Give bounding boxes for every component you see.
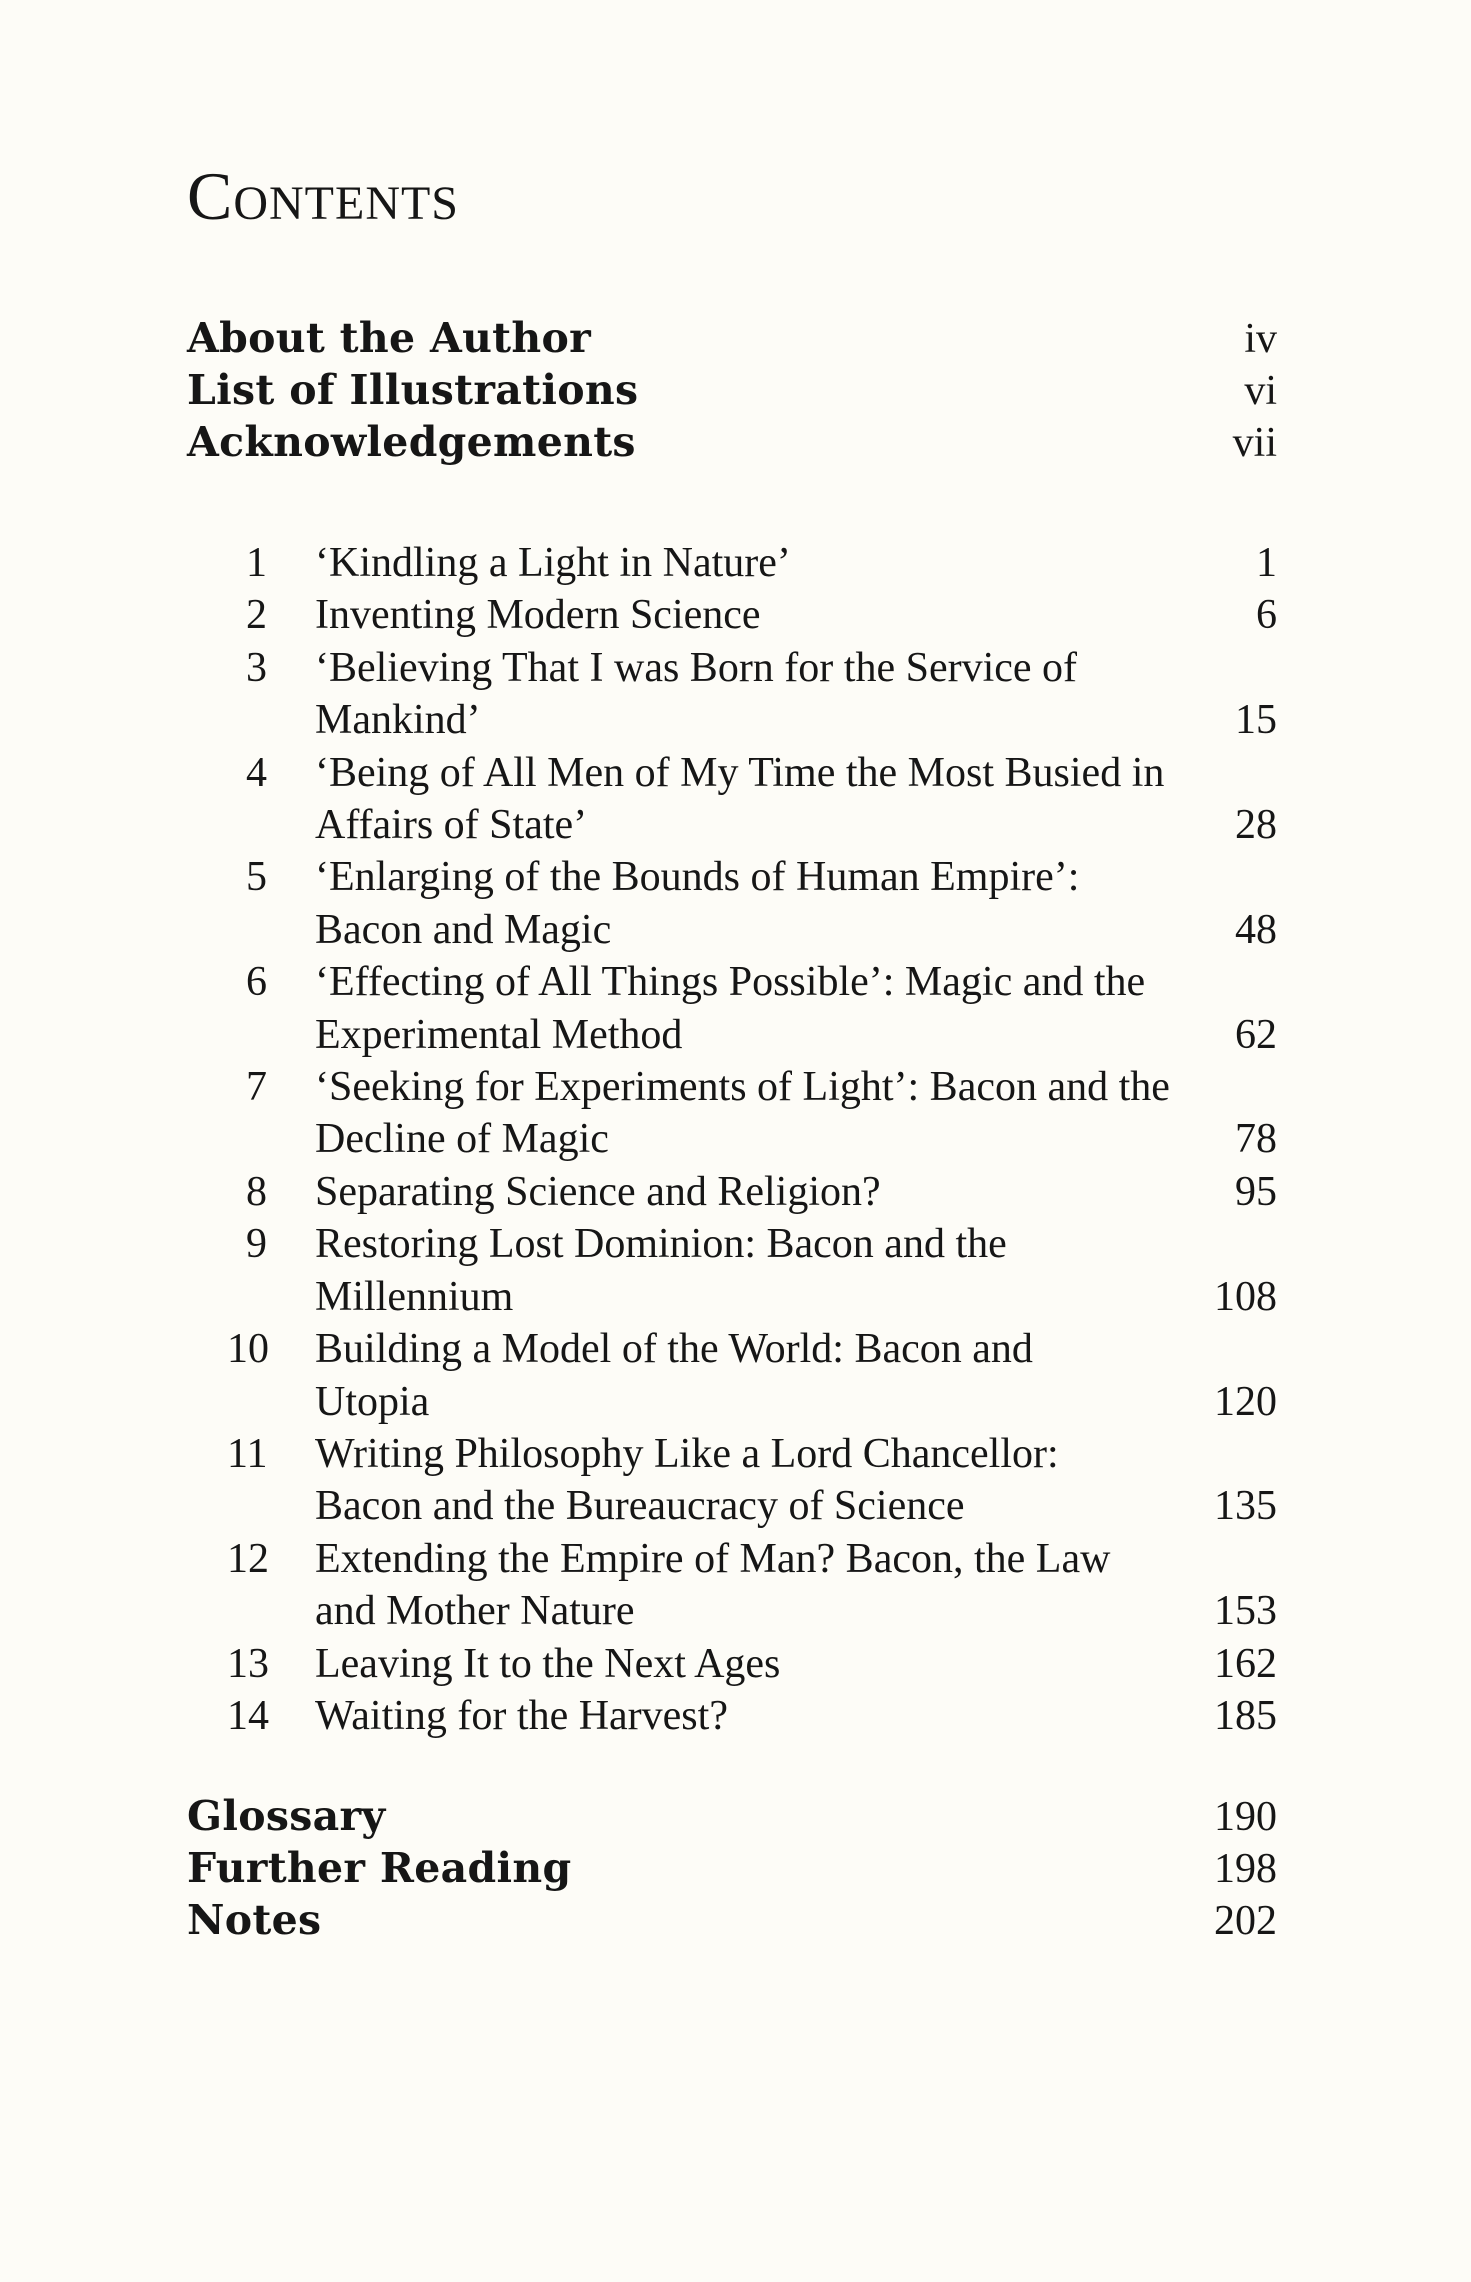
entry-label: Further Reading — [187, 1844, 572, 1892]
entry-label: Glossary — [187, 1792, 386, 1840]
chapter-title-line — [315, 642, 1277, 694]
chapter-title-line — [315, 1638, 1277, 1690]
front-matter-entry — [187, 312, 1277, 364]
chapter-title-line — [315, 537, 1277, 589]
chapter-number: 9 — [246, 1221, 267, 1268]
chapter-entry — [227, 1323, 1277, 1428]
entry-label: Notes — [187, 1896, 322, 1944]
chapter-title-text: and Mother Nature — [315, 1588, 635, 1635]
chapter-title-text: Utopia — [315, 1378, 430, 1425]
entry-page-number: 190 — [1214, 1794, 1277, 1840]
chapter-entry — [227, 747, 1277, 852]
chapter-title-text: ‘Effecting of All Things Possible’: Magic and the — [315, 959, 1146, 1006]
entry-label: List of Illustrations — [187, 366, 639, 414]
entry-page-number: iv — [1244, 316, 1277, 362]
chapter-title-line — [315, 1533, 1277, 1585]
chapter-list — [227, 537, 1277, 1742]
chapter-title-text: ‘Believing That I was Born for the Service of — [315, 644, 1078, 691]
chapter-title-text: Experimental Method — [315, 1011, 683, 1058]
entry-page-number: vii — [1232, 420, 1277, 466]
chapter-title-block — [315, 1690, 1277, 1742]
chapter-entry — [227, 1690, 1277, 1742]
chapter-title-line — [315, 904, 1277, 956]
entry-page-number: 198 — [1214, 1846, 1277, 1892]
chapter-page-number: 78 — [1235, 1116, 1277, 1163]
chapter-number: 5 — [246, 854, 267, 901]
chapter-number: 3 — [246, 644, 267, 691]
chapter-entry — [227, 589, 1277, 641]
chapter-title-line — [315, 1323, 1277, 1375]
chapter-title-text: Waiting for the Harvest? — [315, 1692, 728, 1739]
chapter-title-text: ‘Being of All Men of My Time the Most Busied in — [315, 749, 1165, 796]
chapter-page-number: 1 — [1256, 540, 1277, 586]
chapter-title-text: Restoring Lost Dominion: Bacon and the — [315, 1221, 1007, 1268]
chapter-title-block — [315, 1323, 1277, 1428]
chapter-title-text: Mankind’ — [315, 697, 481, 744]
back-matter-entry — [187, 1894, 1277, 1946]
chapter-number: 12 — [227, 1535, 269, 1582]
chapter-entry — [227, 1638, 1277, 1690]
chapter-entry — [227, 1428, 1277, 1533]
front-matter-entry — [187, 416, 1277, 468]
chapter-entry — [227, 956, 1277, 1061]
chapter-title-line — [315, 1690, 1277, 1742]
chapter-title-text: Inventing Modern Science — [315, 592, 761, 639]
chapter-title-text: Extending the Empire of Man? Bacon, the Law — [315, 1535, 1111, 1582]
chapter-page-number: 95 — [1235, 1168, 1277, 1215]
chapter-title-line — [315, 694, 1277, 746]
back-matter-entry — [187, 1842, 1277, 1894]
chapter-title-line — [315, 1009, 1277, 1061]
front-matter-entry — [187, 364, 1277, 416]
chapter-title-text: Millennium — [315, 1273, 514, 1320]
chapter-number: 1 — [246, 540, 267, 586]
chapter-title-text: Decline of Magic — [315, 1116, 609, 1163]
chapter-title-line — [315, 1428, 1277, 1480]
chapter-title-text: Building a Model of the World: Bacon and — [315, 1326, 1033, 1373]
chapter-title-line — [315, 1061, 1277, 1113]
chapter-entry — [227, 1061, 1277, 1166]
chapter-title-line — [315, 589, 1277, 641]
chapter-title-text: Separating Science and Religion? — [315, 1168, 881, 1215]
chapter-number: 7 — [246, 1064, 267, 1111]
chapter-entry — [227, 537, 1277, 589]
chapter-title-line — [315, 1480, 1277, 1532]
chapter-number: 4 — [246, 749, 267, 796]
chapter-number: 13 — [227, 1640, 269, 1687]
page-title: Contents — [187, 158, 460, 234]
chapter-title-block — [315, 851, 1277, 956]
chapter-title-block — [315, 642, 1277, 747]
chapter-page-number: 120 — [1214, 1378, 1277, 1425]
entry-page-number: vi — [1244, 368, 1277, 414]
chapter-title-line — [315, 851, 1277, 903]
chapter-page-number: 108 — [1214, 1273, 1277, 1320]
chapter-entry — [227, 1533, 1277, 1638]
chapter-page-number: 162 — [1214, 1640, 1277, 1687]
chapter-title-block — [315, 747, 1277, 852]
chapter-title-line — [315, 1376, 1277, 1428]
chapter-entry — [227, 851, 1277, 956]
chapter-title-block — [315, 1218, 1277, 1323]
front-matter-list — [187, 312, 1277, 468]
chapter-title-block — [315, 1533, 1277, 1638]
chapter-title-block — [315, 1166, 1277, 1218]
chapter-page-number: 28 — [1235, 802, 1277, 849]
chapter-title-line — [315, 1585, 1277, 1637]
chapter-title-line — [315, 799, 1277, 851]
chapter-title-line — [315, 1113, 1277, 1165]
chapter-page-number: 48 — [1235, 906, 1277, 953]
chapter-title-text: ‘Enlarging of the Bounds of Human Empire’: — [315, 854, 1080, 901]
chapter-title-block — [315, 1428, 1277, 1533]
chapter-title-text: ‘Seeking for Experiments of Light’: Bacon and the — [315, 1064, 1170, 1111]
chapter-title-text: ‘Kindling a Light in Nature’ — [315, 540, 791, 586]
chapter-title-text: Bacon and Magic — [315, 906, 612, 953]
chapter-title-text: Writing Philosophy Like a Lord Chancellor: — [315, 1430, 1059, 1477]
chapter-title-text: Bacon and the Bureaucracy of Science — [315, 1483, 965, 1530]
chapter-page-number: 135 — [1214, 1483, 1277, 1530]
chapter-title-block — [315, 956, 1277, 1061]
chapter-title-block — [315, 1638, 1277, 1690]
entry-page-number: 202 — [1214, 1898, 1277, 1944]
chapter-entry — [227, 1218, 1277, 1323]
entry-label: About the Author — [187, 314, 592, 362]
back-matter-list — [187, 1790, 1277, 1946]
chapter-title-line — [315, 1166, 1277, 1218]
chapter-page-number: 62 — [1235, 1011, 1277, 1058]
chapter-page-number: 15 — [1235, 697, 1277, 744]
chapter-entry — [227, 1166, 1277, 1218]
chapter-title-block — [315, 1061, 1277, 1166]
chapter-title-line — [315, 1218, 1277, 1270]
chapter-page-number: 185 — [1214, 1692, 1277, 1739]
chapter-number: 8 — [246, 1168, 267, 1215]
chapter-page-number: 6 — [1256, 592, 1277, 639]
chapter-number: 2 — [246, 592, 267, 639]
chapter-title-line — [315, 956, 1277, 1008]
chapter-number: 11 — [227, 1430, 268, 1477]
chapter-title-text: Leaving It to the Next Ages — [315, 1640, 781, 1687]
chapter-title-line — [315, 1271, 1277, 1323]
chapter-number: 6 — [246, 959, 267, 1006]
back-matter-entry — [187, 1790, 1277, 1842]
chapter-title-line — [315, 747, 1277, 799]
chapter-page-number: 153 — [1214, 1588, 1277, 1635]
chapter-number: 10 — [227, 1326, 269, 1373]
chapter-title-block — [315, 589, 1277, 641]
chapter-number: 14 — [227, 1692, 269, 1739]
chapter-entry — [227, 642, 1277, 747]
chapter-title-text: Affairs of State’ — [315, 802, 588, 849]
entry-label: Acknowledgements — [187, 418, 636, 466]
chapter-title-block — [315, 537, 1277, 589]
